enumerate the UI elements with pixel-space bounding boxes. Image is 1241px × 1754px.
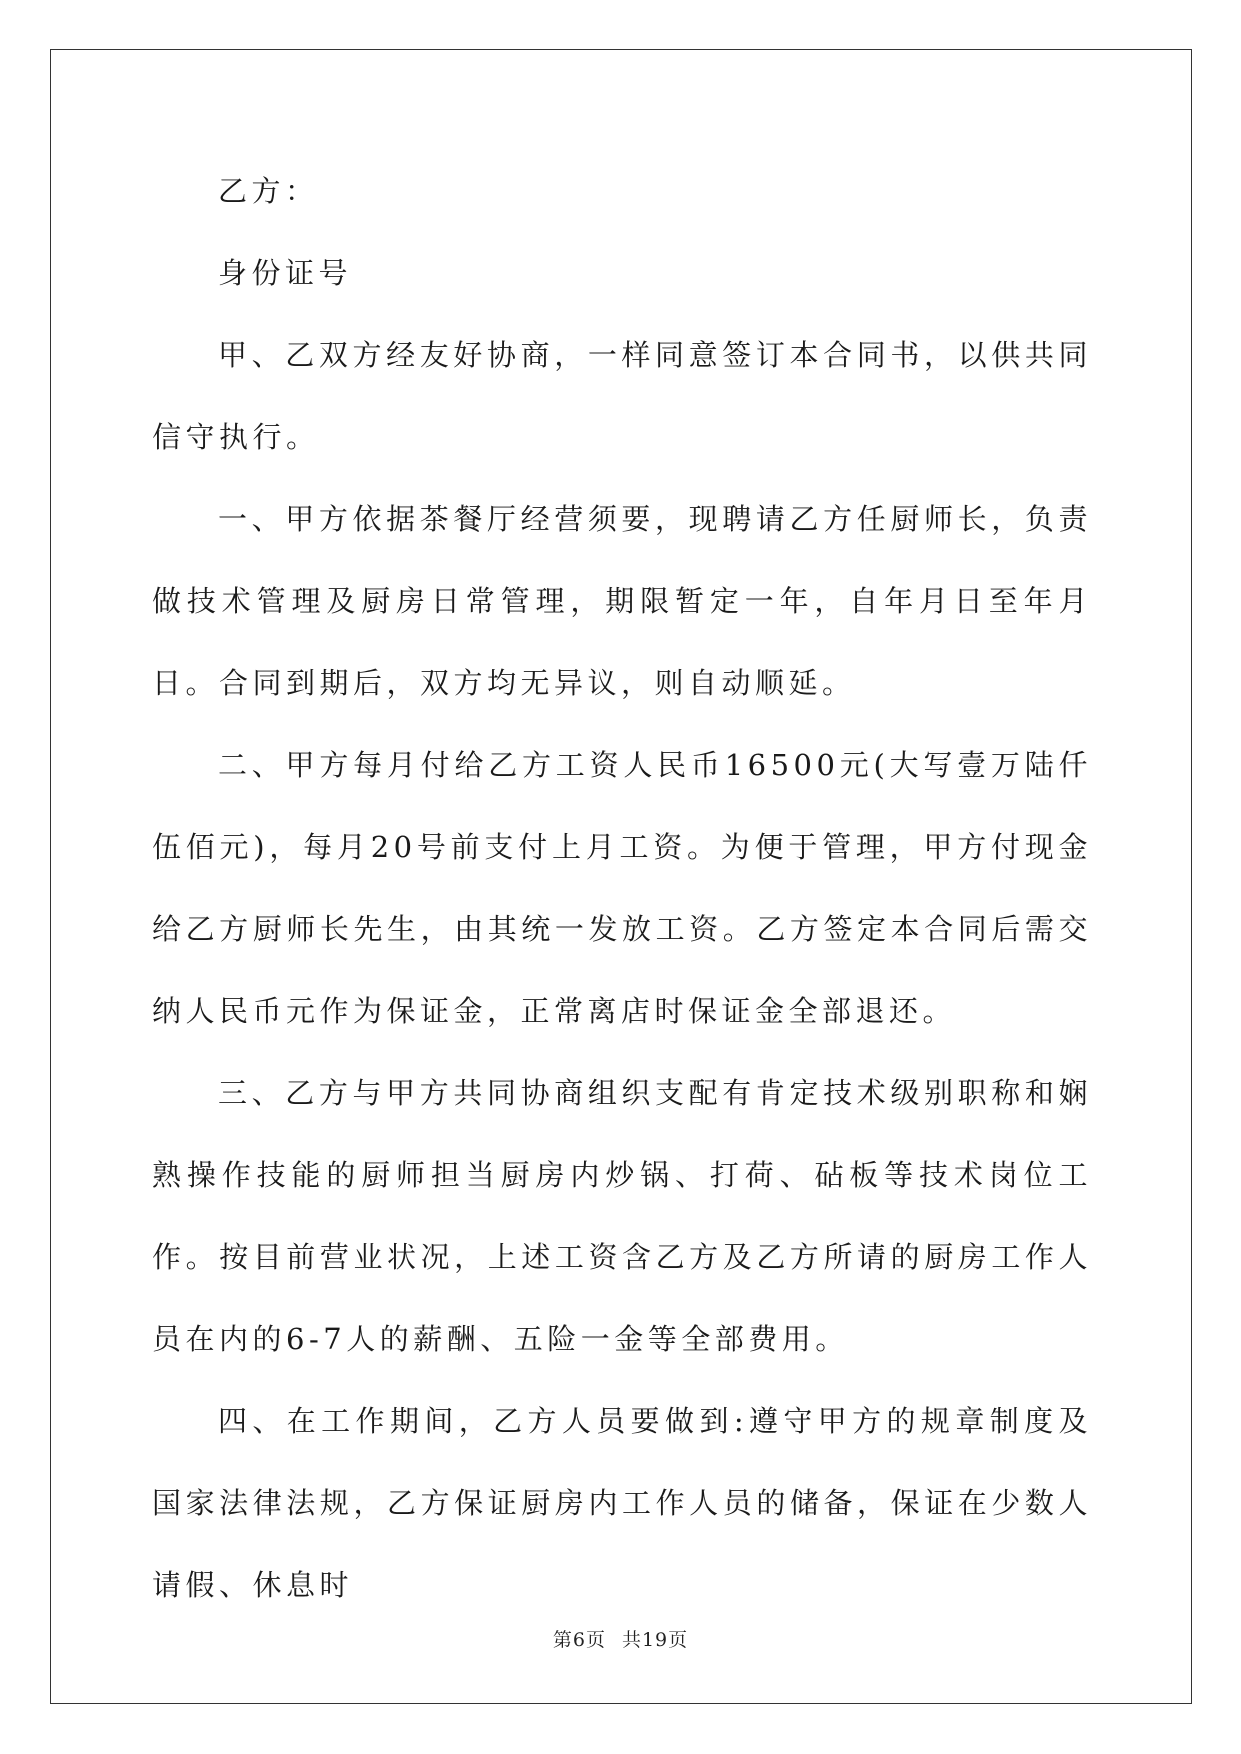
paragraph-id-number: 身份证号 — [218, 256, 353, 290]
paragraph-clause-4: 四、在工作期间，乙方人员要做到:遵守甲方的规章制度及国家法律法规，乙方保证厨房内工作人员的储备，保证在少数人请假、休息时 — [152, 1404, 1092, 1602]
paragraph-agreement: 甲、乙双方经友好协商，一样同意签订本合同书，以供共同信守执行。 — [152, 338, 1092, 454]
paragraph-clause-2: 二、甲方每月付给乙方工资人民币16500元(大写壹万陆仟伍佰元)，每月20号前支付上月工资。为便于管理，甲方付现金给乙方厨师长先生，由其统一发放工资。乙方签定本合同后需交纳人民币元作为保证金，正常离店时保证金全部退还。 — [152, 748, 1092, 1028]
paragraph-clause-3: 三、乙方与甲方共同协商组织支配有肯定技术级别职称和娴熟操作技能的厨师担当厨房内炒锅、打荷、砧板等技术岗位工作。按目前营业状况，上述工资含乙方及乙方所请的厨房工作人员在内的6-7人的薪酬、五险一金等全部费用。 — [152, 1076, 1092, 1356]
paragraph-party-b: 乙方： — [218, 174, 319, 208]
page-footer — [0, 1625, 1241, 1652]
page-total: 共19页 — [621, 1629, 689, 1651]
paragraph-clause-1: 一、甲方依据茶餐厅经营须要，现聘请乙方任厨师长，负责做技术管理及厨房日常管理，期限暂定一年，自年月日至年月日。合同到期后，双方均无异议，则自动顺延。 — [152, 502, 1092, 700]
document-body — [152, 150, 1092, 1626]
page-number: 第6页 — [552, 1629, 606, 1651]
